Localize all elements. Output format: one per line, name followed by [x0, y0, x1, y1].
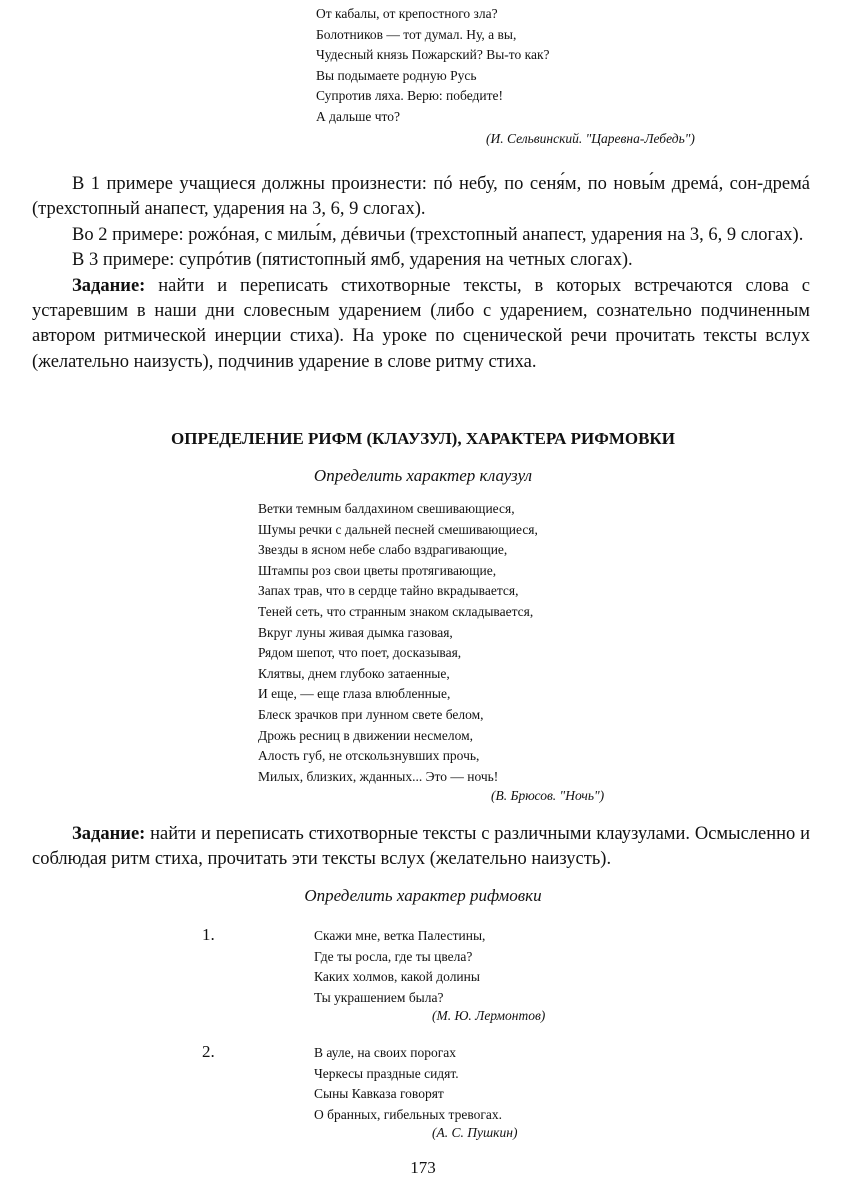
paragraph: В 1 примере учащиеся должны произнести: пó небу, по сеня́м, по новы́м дремá, сон-дремá (трехстопный анапест, ударения на 3, 6, 9 слогах).: [32, 174, 810, 220]
verse-line: Милых, близких, жданных... Это — ночь!: [258, 768, 499, 784]
verse-line: Вкруг луны живая дымка газовая,: [258, 624, 453, 640]
task-paragraph: [32, 822, 810, 873]
task-label: Задание:: [72, 275, 146, 296]
prose-block-2: [32, 822, 810, 873]
example-1-number: 1.: [202, 925, 215, 944]
paragraph: Во 2 примере: рожóная, с милы́м, дéвичьи (трехстопный анапест, ударения на 3, 6, 9 слогах).: [72, 224, 804, 245]
verse-line: Ты украшением была?: [314, 989, 444, 1005]
verse-line: Скажи мне, ветка Палестины,: [314, 928, 486, 943]
verse-line: Звезды в ясном небе слабо вздрагивающие,: [258, 542, 508, 558]
poem-2: [258, 499, 538, 787]
paragraph: В 3 примере: супрóтив (пятистопный ямб, ударения на четных слогах).: [72, 250, 633, 271]
section-heading: ОПРЕДЕЛЕНИЕ РИФМ (КЛАУЗУЛ), ХАРАКТЕРА РИФМОВКИ: [171, 429, 675, 448]
verse-line: Где ты росла, где ты цвела?: [314, 948, 473, 964]
poem-2-attribution: (В. Брюсов. "Ночь"): [491, 788, 605, 803]
verse-line: Теней сеть, что странным знаком складывается,: [258, 603, 534, 619]
verse-line: Дрожь ресниц в движении несмелом,: [258, 727, 473, 743]
verse-line: Болотников — тот думал. Ну, а вы,: [316, 26, 517, 42]
verse-line: Чудесный князь Пожарский? Вы-то как?: [316, 47, 550, 63]
example-1-attribution: (М. Ю. Лермонтов): [432, 1008, 546, 1023]
verse-line: И еще, — еще глаза влюбленные,: [258, 686, 451, 702]
example-1-verse: [314, 926, 485, 1008]
poem-1: [316, 4, 550, 128]
verse-line: Каких холмов, какой долины: [314, 969, 480, 985]
task-text: найти и переписать стихотворные тексты, в которых встречаются слова с устаревшим в наши дни словесным ударением (либо с ударением, сознательно подчиненным автором ритмической инерции стиха). На уроке по сценической речи прочитать тексты вслух (желательно наизусть), подчинив ударение в слове ритму стиха.: [32, 275, 810, 372]
verse-line: Вы подымаете родную Русь: [316, 67, 477, 83]
verse-line: В ауле, на своих порогах: [314, 1045, 457, 1060]
poem-1-attribution: (И. Сельвинский. "Царевна-Лебедь"): [486, 131, 695, 146]
verse-line: Ветки темным балдахином свешивающиеся,: [258, 501, 515, 516]
task-paragraph: [32, 274, 810, 376]
verse-line: О бранных, гибельных тревогах.: [314, 1106, 503, 1122]
verse-line: Сыны Кавказа говорят: [314, 1086, 444, 1102]
task-label: Задание:: [72, 824, 146, 844]
verse-line: Шумы речки с дальней песней смешивающиеся,: [258, 521, 538, 537]
subtitle-clauses: Определить характер клаузул: [313, 466, 533, 485]
verse-line: Черкесы праздные сидят.: [314, 1065, 459, 1081]
verse-line: От кабалы, от крепостного зла?: [316, 6, 498, 21]
verse-line: А дальше что?: [316, 108, 401, 124]
example-2-attribution: (А. С. Пушкин): [432, 1125, 518, 1140]
example-2-number: 2.: [202, 1042, 215, 1061]
subtitle-rhyme: Определить характер рифмовки: [304, 886, 542, 905]
verse-line: Супротив ляха. Верю: победите!: [316, 88, 504, 104]
verse-line: Клятвы, днем глубоко затаенные,: [258, 665, 450, 681]
verse-line: Алость губ, не отскользнувших прочь,: [258, 748, 480, 764]
verse-line: Запах трав, что в сердце тайно вкрадывается,: [258, 583, 519, 599]
verse-line: Рядом шепот, что поет, досказывая,: [258, 645, 462, 661]
page-number: 173: [410, 1158, 436, 1177]
verse-line: Блеск зрачков при лунном свете белом,: [258, 706, 484, 722]
task-text: найти и переписать стихотворные тексты с различными клаузулами. Осмысленно и соблюдая ритм стиха, прочитать эти тексты вслух (желательно наизусть).: [32, 824, 810, 870]
verse-line: Штампы роз свои цветы протягивающие,: [258, 562, 497, 578]
prose-block-1: [32, 172, 810, 375]
example-2-verse: [314, 1043, 502, 1125]
